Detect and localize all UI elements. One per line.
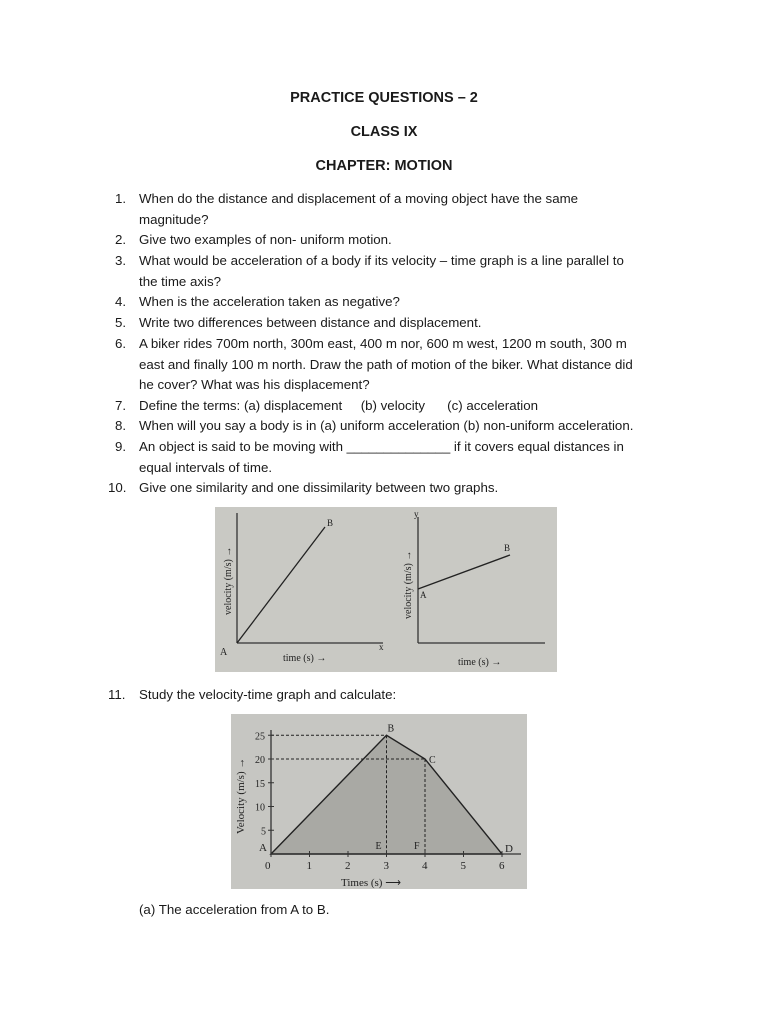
left-axis-x-label: x [379,642,384,652]
vt-y-tick-label: 15 [255,778,265,790]
question-line: Give one similarity and one dissimilarity between two graphs. [139,480,499,495]
sub-question-a: (a) The acceleration from A to B. [139,902,330,917]
question-line: An object is said to be moving with ______________ if it covers equal distances in [139,439,624,454]
chapter-label: CHAPTER: MOTION [315,158,453,174]
vt-x-label: Times (s) ⟶ [341,877,401,889]
left-x-label: time (s) → [283,653,327,664]
question-number: 8. [115,418,127,433]
vt-point-e: E [375,841,382,852]
question-line: Write two differences between distance and displacement. [139,315,482,330]
left-point-a: A [220,647,228,658]
vt-graph-photo [231,714,527,889]
left-graph-line [237,527,325,643]
vt-point-d: D [505,843,513,855]
vt-y-tick-label: 25 [255,731,265,743]
question-line: When will you say a body is in (a) uniform acceleration (b) non-uniform acceleration. [139,418,634,433]
right-point-a: A [420,590,427,600]
question-number: 10. [108,480,127,495]
graph-pair-photo [215,507,557,672]
question-line: east and finally 100 m north. Draw the path of motion of the biker. What distance did [139,356,633,372]
right-x-label: time (s) → [458,657,502,668]
question-line: the time axis? [139,273,222,289]
vt-point-c: C [429,755,436,766]
question-number: 6. [115,336,127,351]
page-title: PRACTICE QUESTIONS – 2 [290,90,478,106]
question-line: Give two examples of non- uniform motion. [139,232,392,247]
question-number: 7. [115,398,127,413]
vt-point-b: B [387,723,395,735]
vt-x-tick-label: 4 [422,860,428,872]
vt-x-tick-label: 1 [306,860,312,872]
vt-y-tick-label: 10 [255,802,265,814]
question-line: Define the terms: (a) displacement (b) velocity (c) acceleration [139,398,539,413]
question-line: When is the acceleration taken as negative? [139,294,400,309]
question-number: 2. [115,232,127,247]
right-point-b: B [504,543,511,553]
question-number: 11. [108,687,126,702]
right-graph-line [418,555,510,589]
left-point-b: B [327,518,334,528]
question-number: 3. [115,253,127,268]
graph-pair-svg [215,507,557,672]
vt-graph-svg [231,714,527,889]
vt-x-tick-label: 6 [499,860,505,872]
vt-x-tick-label: 0 [265,860,271,872]
question-line: What would be acceleration of a body if its velocity – time graph is a line parallel to [139,253,624,268]
question-number: 1. [115,191,127,206]
question-line: When do the distance and displacement of a moving object have the same [139,191,579,206]
left-y-label: velocity (m/s) → [223,546,234,615]
vt-y-label: Velocity (m/s) → [235,757,247,834]
right-y-label: velocity (m/s) → [403,550,414,619]
question-line: he cover? What was his displacement? [139,377,370,393]
vt-y-tick-label: 5 [261,826,266,838]
question-number: 5. [115,315,127,330]
question-number: 9. [115,439,127,454]
vt-x-tick-label: 5 [460,860,466,872]
question-line: magnitude? [139,211,209,227]
question-line: equal intervals of time. [139,459,273,475]
vt-y-tick-label: 20 [255,755,265,766]
question-line: Study the velocity-time graph and calculate: [139,687,397,702]
vt-x-tick-label: 3 [383,860,389,872]
right-axis-y-label: y [414,509,419,519]
class-label: CLASS IX [350,124,418,140]
vt-point-a: A [259,842,267,854]
vt-x-tick-label: 2 [345,860,351,872]
question-number: 4. [115,294,127,309]
question-line: A biker rides 700m north, 300m east, 400 m nor, 600 m west, 1200 m south, 300 m [139,336,627,351]
vt-point-f: F [414,841,420,852]
